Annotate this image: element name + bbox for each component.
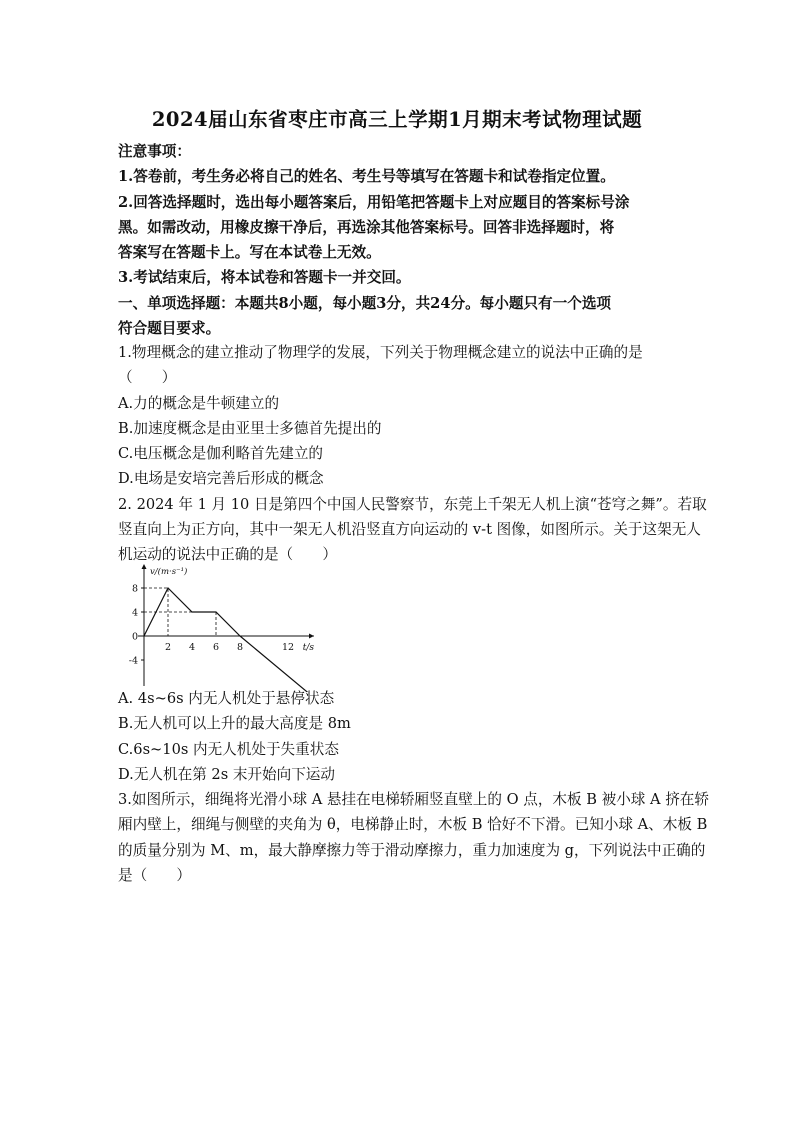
x-axis-arrow bbox=[309, 634, 314, 639]
notice-heading: 注意事项： bbox=[118, 143, 191, 160]
q2-stem: 2. 2024 年 1 月 10 日是第四个中国人民警察节，东莞上千架无人机上演“苍穹之舞”。若取 bbox=[118, 495, 707, 513]
y-tick-label: -4 bbox=[128, 655, 138, 667]
q2-option-b: B.无人机可以上升的最大高度是 8m bbox=[118, 715, 351, 733]
x-tick-label: 4 bbox=[188, 642, 196, 653]
y-tick-label: 4 bbox=[131, 607, 138, 619]
x-tick-label: 12 bbox=[281, 642, 295, 653]
q2-option-a: A. 4s~6s 内无人机处于悬停状态 bbox=[118, 690, 335, 707]
question-1 bbox=[118, 340, 707, 568]
question-2-options bbox=[118, 686, 709, 888]
x-tick-label: 6 bbox=[212, 642, 220, 653]
notice-section bbox=[118, 139, 678, 341]
q3-stem: 厢内壁上，细绳与侧壁的夹角为 θ，电梯静止时，木板 B 恰好不下滑。已知小球 A、木板 B bbox=[118, 816, 708, 834]
q2-option-d: D.无人机在第 2s 末开始向下运动 bbox=[118, 765, 335, 783]
q2-stem: 竖直向上为正方向，其中一架无人机沿竖直方向运动的 v-t 图像，如图所示。关于这架无人 bbox=[118, 521, 701, 539]
y-tick-label: 0 bbox=[131, 631, 138, 643]
notice-line: 3.考试结束后，将本试卷和答题卡一并交回。 bbox=[118, 269, 411, 287]
chart-labels bbox=[129, 566, 315, 667]
q1-stem: （ ） bbox=[118, 369, 177, 387]
q1-option-d: D.电场是安培完善后形成的概念 bbox=[118, 470, 324, 488]
q3-stem: 是（ ） bbox=[118, 867, 191, 885]
q1-option-a: A.力的概念是牛顿建立的 bbox=[118, 394, 280, 412]
page-title: 2024届山东省枣庄市高三上学期1月期末考试物理试题 bbox=[151, 108, 643, 131]
chart-series bbox=[144, 588, 312, 692]
x-tick-label: 2 bbox=[164, 642, 172, 653]
notice-line: 1.答卷前，考生务必将自己的姓名、考生号等填写在答题卡和试卷指定位置。 bbox=[118, 168, 615, 186]
q3-stem: 的质量分别为 M、m，最大静摩擦力等于滑动摩擦力，重力加速度为 g，下列说法中正确的 bbox=[118, 841, 706, 859]
q1-stem: 1.物理概念的建立推动了物理学的发展，下列关于物理概念建立的说法中正确的是 bbox=[118, 344, 643, 361]
q1-option-b: B.加速度概念是由亚里士多德首先提出的 bbox=[118, 419, 382, 437]
q2-option-c: C.6s~10s 内无人机处于失重状态 bbox=[118, 740, 339, 758]
y-axis-arrow bbox=[142, 564, 147, 569]
notice-line: 2.回答选择题时，选出每小题答案后，用铅笔把答题卡上对应题目的答案标号涂 bbox=[118, 193, 630, 211]
q2-stem: 机运动的说法中正确的是（ ） bbox=[118, 546, 337, 564]
section-heading: 符合题目要求。 bbox=[118, 320, 221, 338]
q1-option-c: C.电压概念是伽利略首先建立的 bbox=[118, 445, 324, 463]
notice-line: 黑。如需改动，用橡皮擦干净后，再选涂其他答案标号。回答非选择题时，将 bbox=[118, 218, 615, 236]
chart-axes bbox=[138, 564, 314, 686]
q3-stem: 3.如图所示，细绳将光滑小球 A 悬挂在电梯轿厢竖直壁上的 O 点，木板 B 被小球 A 挤在轿 bbox=[118, 791, 709, 809]
velocity-line bbox=[144, 588, 312, 692]
y-tick-label: 8 bbox=[131, 583, 138, 595]
vt-chart bbox=[118, 562, 318, 692]
x-axis-label: t/s bbox=[302, 643, 314, 653]
y-axis-label: v/(m·s⁻¹) bbox=[150, 567, 188, 577]
notice-line: 答案写在答题卡上。写在本试卷上无效。 bbox=[118, 244, 381, 262]
x-tick-label: 8 bbox=[236, 642, 244, 653]
section-heading: 一、单项选择题：本题共8小题，每小题3分，共24分。每小题只有一个选项 bbox=[118, 294, 612, 312]
